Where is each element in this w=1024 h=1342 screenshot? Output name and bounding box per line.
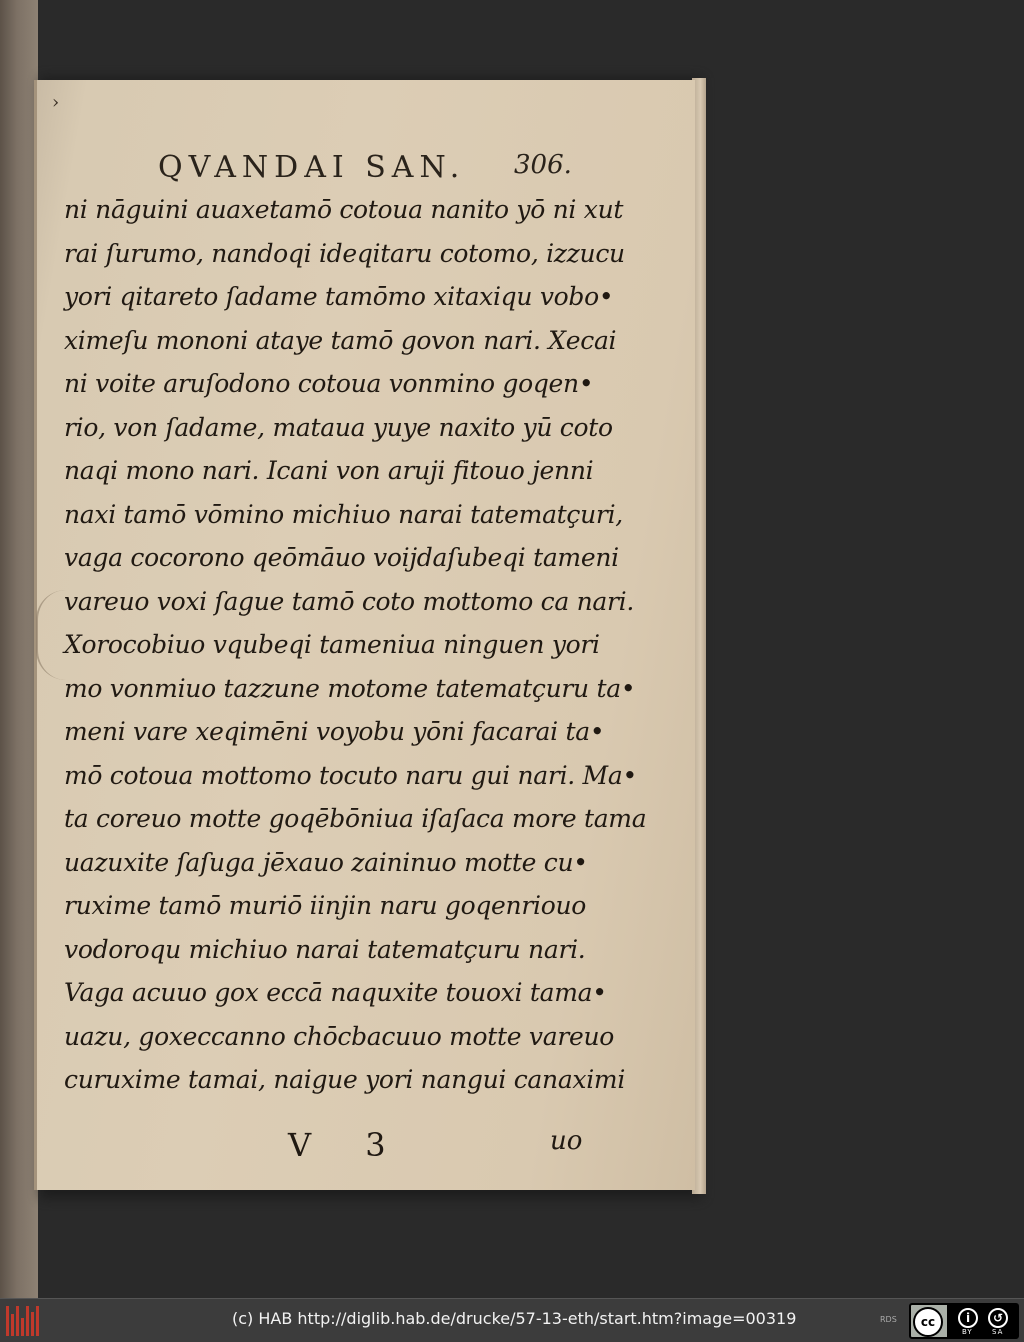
text-line: vodoroqu michiuo narai tatematçuru nari. [64, 934, 586, 964]
text-line: uazu, goxeccanno chōcbacuuo motte vareuo [64, 1021, 615, 1051]
text-line: naqi mono nari. Icani von aruji fitouo jenni [64, 456, 594, 485]
text-line: ta coreuo motte goqēbōniua iſaſaca more tama [64, 804, 647, 833]
running-head-title: QVANDAI SAN. [158, 150, 466, 185]
text-line: Vaga acuuo gox eccā naquxite touoxi tama• [64, 978, 607, 1007]
cc-by-label: BY [962, 1328, 973, 1336]
hab-logo-icon[interactable] [6, 1306, 40, 1336]
text-line: ruxime tamō muriō iinjin naru goqenriouo [64, 891, 586, 920]
text-line: Xorocobiuo vqubeqi tameniua ninguen yori [64, 630, 600, 659]
text-line: rai ſurumo, nandoqi ideqitaru cotomo, izzucu [64, 238, 625, 268]
text-line: rio, von ſadame, mataua yuye naxito yū coto [64, 412, 613, 442]
text-line: mo vonmiuo tazzune motome tatematçuru ta• [64, 673, 636, 703]
corner-mark: › [52, 92, 60, 113]
text-line: curuxime tamai, naigue yori nangui canaximi [64, 1065, 626, 1094]
page-body-text [64, 188, 647, 1102]
text-line: yori qitareto ſadame tamōmo xitaxiqu vobo• [64, 282, 614, 311]
copyright-link[interactable]: (c) HAB http://diglib.hab.de/drucke/57-13-eth/start.htm?image=00319 [232, 1309, 797, 1328]
page-number: 306. [514, 150, 572, 180]
footer-bar [0, 1298, 1024, 1342]
text-line: uazuxite ſaſuga jēxauo zaininuo motte cu• [64, 847, 588, 877]
text-line: ni voite aruſodono cotoua vonmino goqen• [64, 369, 594, 398]
signature-mark: V 3 [288, 1126, 408, 1164]
text-line: mō cotoua mottomo tocuto naru gui nari. Ma• [64, 760, 637, 790]
text-line: ni nāguini auaxetamō cotoua nanito yō ni xut [64, 195, 624, 224]
margin-mark [36, 590, 66, 680]
catchword: uo [550, 1126, 583, 1156]
text-line: ximeſu mononi ataye tamō govon nari. Xecai [64, 325, 617, 355]
running-head [158, 150, 578, 190]
person-icon: i [958, 1308, 978, 1328]
text-line: naxi tamō vōmino michiuo narai tatematçuri, [64, 499, 623, 529]
adjacent-page-strip [0, 0, 38, 1298]
cc-license-badge[interactable] [909, 1303, 1019, 1339]
text-line: vareuo voxi ſague tamō coto mottomo ca nari. [64, 586, 635, 616]
text-line: vaga cocorono qeōmāuo voijdaſubeqi tameni [64, 543, 619, 572]
copyright-notice [232, 1309, 796, 1328]
cc-icon: cc [913, 1307, 943, 1337]
cc-sa-label: SA [992, 1328, 1004, 1336]
small-mark: RDS [880, 1315, 897, 1324]
share-alike-icon: ↺ [988, 1308, 1008, 1328]
text-line: meni vare xeqimēni voyobu yōni facarai ta• [64, 717, 605, 746]
